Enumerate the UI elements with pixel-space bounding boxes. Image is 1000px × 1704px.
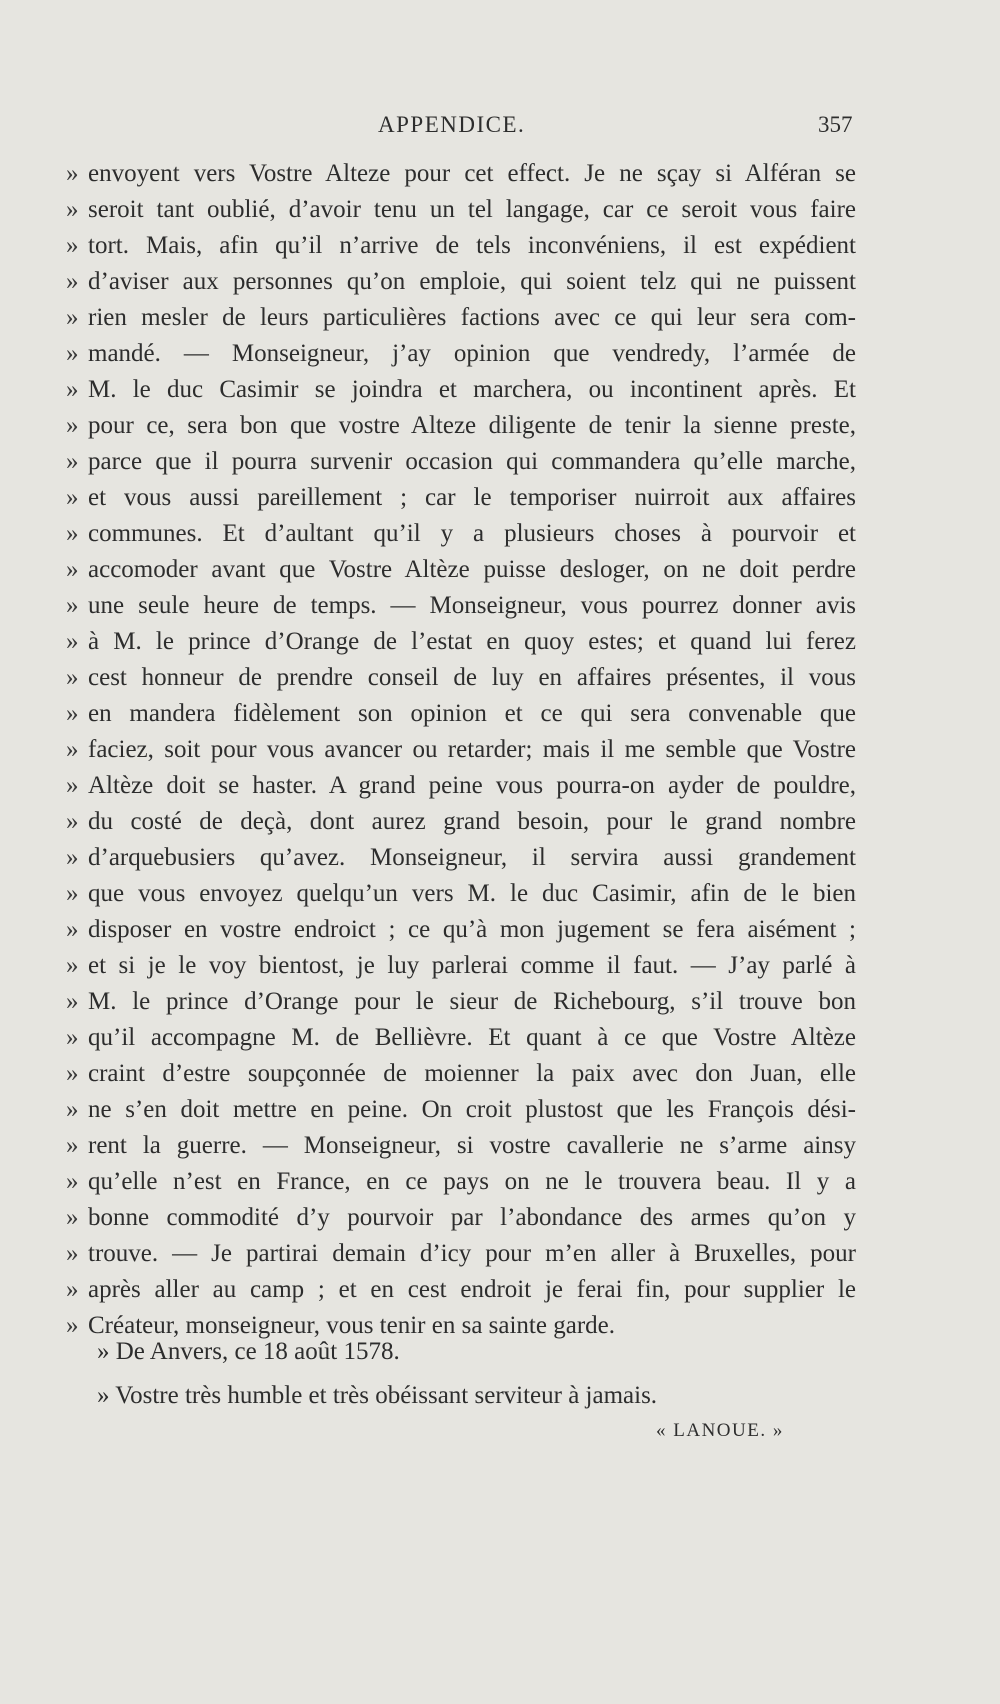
text-line: » d’aviser aux personnes qu’on emploie, qui soient telz qui ne puissent: [66, 264, 856, 300]
text-line: » M. le prince d’Orange pour le sieur de Richebourg, s’il trouve bon: [66, 984, 856, 1020]
signature: « LANOUE. »: [656, 1420, 784, 1441]
quote-guillemet: »: [66, 628, 79, 655]
text-line: » rent la guerre. — Monseigneur, si vostre cavallerie ne s’arme ainsy: [66, 1128, 856, 1164]
text-line: » du costé de deçà, dont aurez grand besoin, pour le grand nombre: [66, 804, 856, 840]
quote-guillemet: »: [66, 772, 79, 799]
running-head: [0, 112, 1000, 142]
quote-guillemet: »: [66, 304, 79, 331]
text-line: » et vous aussi pareillement ; car le temporiser nuirroit aux affaires: [66, 480, 856, 516]
text-line: » pour ce, sera bon que vostre Alteze diligente de tenir la sienne preste,: [66, 408, 856, 444]
quote-guillemet: »: [66, 1240, 79, 1267]
quote-guillemet: »: [66, 412, 79, 439]
quote-guillemet: »: [66, 700, 79, 727]
text-line: » qu’elle n’est en France, en ce pays on ne le trouvera beau. Il y a: [66, 1164, 856, 1200]
quote-guillemet: »: [66, 1276, 79, 1303]
quote-guillemet: »: [66, 592, 79, 619]
quote-guillemet: »: [66, 952, 79, 979]
quote-guillemet: »: [66, 1096, 79, 1123]
text-line: » parce que il pourra survenir occasion qui commandera qu’elle marche,: [66, 444, 856, 480]
quote-guillemet: »: [66, 160, 79, 187]
text-line: » faciez, soit pour vous avancer ou retarder; mais il me semble que Vostre: [66, 732, 856, 768]
quote-guillemet: »: [66, 1024, 79, 1051]
text-line: » cest honneur de prendre conseil de luy en affaires présentes, il vous: [66, 660, 856, 696]
text-line: » bonne commodité d’y pourvoir par l’abondance des armes qu’on y: [66, 1200, 856, 1236]
text-line: » une seule heure de temps. — Monseigneur, vous pourrez donner avis: [66, 588, 856, 624]
text-line: » que vous envoyez quelqu’un vers M. le duc Casimir, afin de le bien: [66, 876, 856, 912]
quote-guillemet: »: [66, 196, 79, 223]
date-line: » De Anvers, ce 18 août 1578.: [97, 1338, 400, 1365]
quote-guillemet: »: [66, 844, 79, 871]
quote-guillemet: »: [66, 340, 79, 367]
page-number: 357: [818, 112, 853, 137]
quote-guillemet: »: [66, 520, 79, 547]
text-line: » d’arquebusiers qu’avez. Monseigneur, il servira aussi grandement: [66, 840, 856, 876]
quote-guillemet: »: [66, 484, 79, 511]
quote-guillemet: »: [66, 664, 79, 691]
closing-salutation: » Vostre très humble et très obéissant serviteur à jamais.: [97, 1382, 658, 1409]
text-line: » M. le duc Casimir se joindra et marchera, ou incontinent après. Et: [66, 372, 856, 408]
text-line: » Altèze doit se haster. A grand peine vous pourra-on ayder de pouldre,: [66, 768, 856, 804]
quote-guillemet: »: [66, 448, 79, 475]
quote-guillemet: »: [66, 268, 79, 295]
quote-guillemet: »: [66, 736, 79, 763]
text-line: » en mandera fidèlement son opinion et ce qui sera convenable que: [66, 696, 856, 732]
quote-guillemet: »: [66, 988, 79, 1015]
text-line: » rien mesler de leurs particulières factions avec ce qui leur sera com-: [66, 300, 856, 336]
running-title: APPENDICE.: [378, 112, 526, 137]
text-line: » craint d’estre soupçonnée de moienner la paix avec don Juan, elle: [66, 1056, 856, 1092]
text-line: » tort. Mais, afin qu’il n’arrive de tels inconvéniens, il est expédient: [66, 228, 856, 264]
text-line: » Créateur, monseigneur, vous tenir en sa sainte garde.: [66, 1308, 856, 1344]
text-line: » disposer en vostre endroict ; ce qu’à mon jugement se fera aisément ;: [66, 912, 856, 948]
text-line: » seroit tant oublié, d’avoir tenu un tel langage, car ce seroit vous faire: [66, 192, 856, 228]
text-line: » après aller au camp ; et en cest endroit je ferai fin, pour supplier le: [66, 1272, 856, 1308]
text-line: » envoyent vers Vostre Alteze pour cet effect. Je ne sçay si Alféran se: [66, 156, 856, 192]
text-line: » qu’il accompagne M. de Bellièvre. Et quant à ce que Vostre Altèze: [66, 1020, 856, 1056]
text-line: » mandé. — Monseigneur, j’ay opinion que vendredy, l’armée de: [66, 336, 856, 372]
text-line: » communes. Et d’aultant qu’il y a plusieurs choses à pourvoir et: [66, 516, 856, 552]
quote-guillemet: »: [66, 232, 79, 259]
quote-guillemet: »: [66, 1060, 79, 1087]
quote-guillemet: »: [66, 880, 79, 907]
quote-guillemet: »: [66, 556, 79, 583]
quote-guillemet: »: [66, 376, 79, 403]
quote-guillemet: »: [66, 1168, 79, 1195]
quote-guillemet: »: [66, 1312, 79, 1339]
text-line: » et si je le voy bientost, je luy parlerai comme il faut. — J’ay parlé à: [66, 948, 856, 984]
quote-guillemet: »: [66, 916, 79, 943]
quote-guillemet: »: [66, 1204, 79, 1231]
text-line: » trouve. — Je partirai demain d’icy pour m’en aller à Bruxelles, pour: [66, 1236, 856, 1272]
text-line: » ne s’en doit mettre en peine. On croit plustost que les François dési-: [66, 1092, 856, 1128]
quote-guillemet: »: [66, 808, 79, 835]
text-line: » accomoder avant que Vostre Altèze puisse desloger, on ne doit perdre: [66, 552, 856, 588]
text-line: » à M. le prince d’Orange de l’estat en quoy estes; et quand lui ferez: [66, 624, 856, 660]
quote-guillemet: »: [66, 1132, 79, 1159]
